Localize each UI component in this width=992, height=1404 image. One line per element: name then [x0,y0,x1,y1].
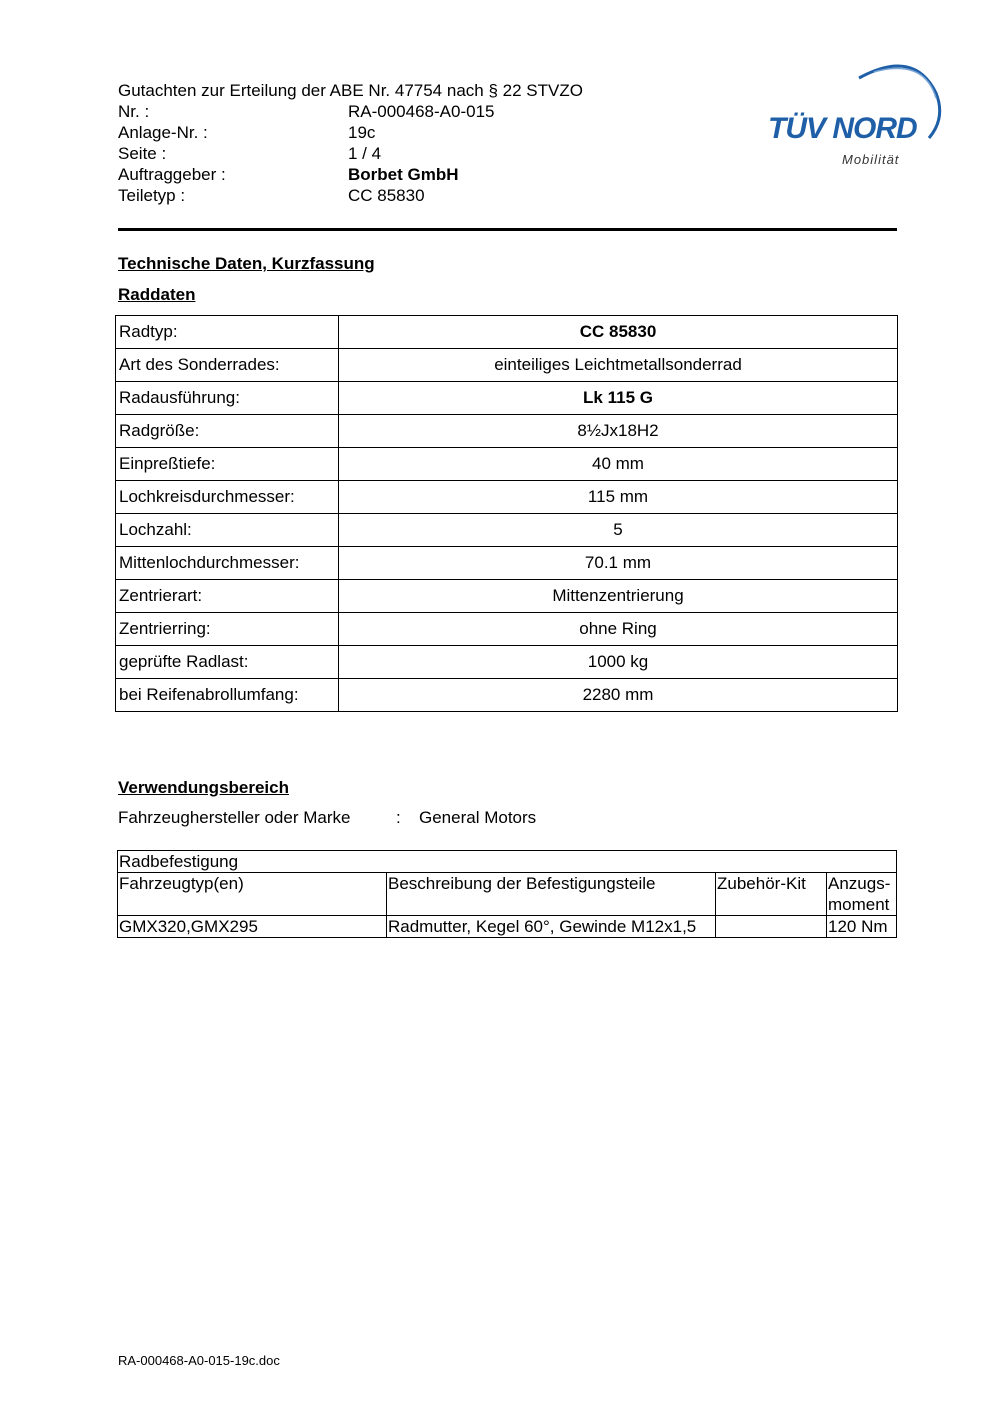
row-value: Lk 115 G [339,382,898,415]
row-value: 1000 kg [339,646,898,679]
header-divider [118,228,897,231]
header-row-seite [118,143,583,164]
table-row [116,382,898,415]
table-row [116,349,898,382]
table-row [116,448,898,481]
logo-subtitle: Mobilität [842,152,900,167]
table-row [116,547,898,580]
table-caption: Radbefestigung [118,851,897,873]
manufacturer-key: Fahrzeughersteller oder Marke [118,808,351,827]
document-header [118,80,583,206]
row-key: Mittenlochdurchmesser: [116,547,339,580]
table-caption-row [118,851,897,873]
header-value: CC 85830 [348,186,425,205]
header-row-nr [118,101,583,122]
radbefestigung-table [117,850,897,938]
footer-filename: RA-000468-A0-015-19c.doc [118,1353,280,1368]
header-key: Anlage-Nr. : [118,123,208,142]
header-value: Borbet GmbH [348,165,459,184]
row-value: 5 [339,514,898,547]
row-key: Radgröße: [116,415,339,448]
row-value: 115 mm [339,481,898,514]
row-key: Lochzahl: [116,514,339,547]
header-fahrzeugtyp: Fahrzeugtyp(en) [118,873,387,916]
section-verwendungsbereich: Verwendungsbereich [118,778,289,797]
row-key: Zentrierart: [116,580,339,613]
raddaten-table [115,315,898,712]
table-row [116,613,898,646]
cell-zubehoer-kit [716,916,827,938]
header-key: Teiletyp : [118,186,186,205]
row-key: geprüfte Radlast: [116,646,339,679]
logo-brand: TÜV NORD [768,112,917,145]
row-key: Lochkreisdurchmesser: [116,481,339,514]
header-zubehoer-kit: Zubehör-Kit [716,873,827,916]
tuv-nord-logo [764,58,944,173]
row-value: 70.1 mm [339,547,898,580]
table-header-row [118,873,897,916]
header-key: Seite : [118,144,167,163]
header-value: RA-000468-A0-015 [348,102,495,121]
header-value: 1 / 4 [348,144,382,163]
row-value: 8½Jx18H2 [339,415,898,448]
manufacturer-colon: : [396,808,401,827]
table-row [118,916,897,938]
header-key: Auftraggeber : [118,165,226,184]
row-key: Einpreßtiefe: [116,448,339,481]
row-value: CC 85830 [339,316,898,349]
table-row [116,481,898,514]
section-technische-daten: Technische Daten, Kurzfassung [118,254,375,273]
cell-fahrzeugtyp: GMX320,GMX295 [118,916,387,938]
row-key: Radtyp: [116,316,339,349]
row-value: einteiliges Leichtmetallsonderrad [339,349,898,382]
header-row-teiletyp [118,185,583,206]
header-anzugsmoment: Anzugs- moment [827,873,897,916]
header-row-auftraggeber [118,164,583,185]
row-value: Mittenzentrierung [339,580,898,613]
section-raddaten: Raddaten [118,285,196,304]
header-beschreibung: Beschreibung der Befestigungsteile [387,873,716,916]
row-key: Radausführung: [116,382,339,415]
row-key: bei Reifenabrollumfang: [116,679,339,712]
cell-anzugsmoment: 120 Nm [827,916,897,938]
cell-beschreibung: Radmutter, Kegel 60°, Gewinde M12x1,5 [387,916,716,938]
table-row [116,415,898,448]
table-row [116,679,898,712]
header-value: 19c [348,123,376,142]
row-key: Zentrierring: [116,613,339,646]
row-value: 40 mm [339,448,898,481]
row-value: 2280 mm [339,679,898,712]
row-key: Art des Sonderrades: [116,349,339,382]
document-title: Gutachten zur Erteilung der ABE Nr. 47754 nach § 22 STVZO [118,81,583,100]
table-row [116,514,898,547]
header-key: Nr. : [118,102,150,121]
manufacturer-line [118,808,536,828]
header-row-anlage [118,122,583,143]
row-value: ohne Ring [339,613,898,646]
manufacturer-value: General Motors [419,808,537,827]
table-row [116,646,898,679]
table-row [116,316,898,349]
table-row [116,580,898,613]
